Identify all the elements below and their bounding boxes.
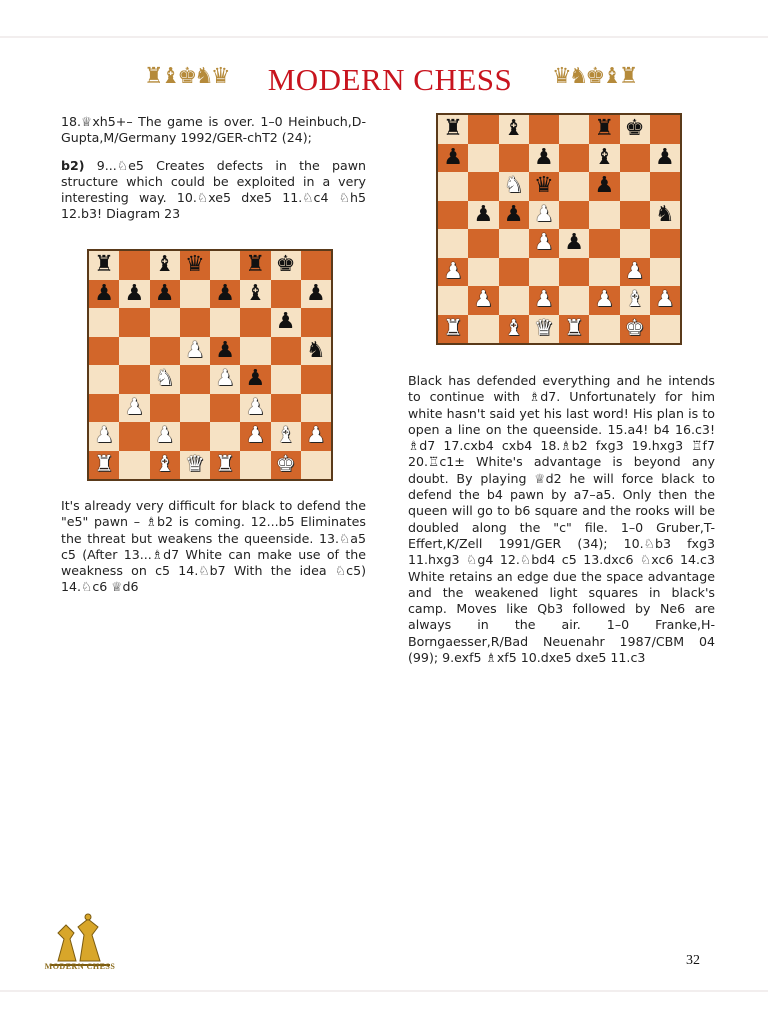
square-f3 — [240, 394, 270, 423]
square-g4 — [271, 365, 301, 394]
square-b8 — [468, 115, 498, 144]
square-e4 — [210, 365, 240, 394]
white-queen-icon: ♛ — [185, 451, 205, 477]
square-d8 — [180, 251, 210, 280]
white-pawn-icon: ♟ — [245, 423, 266, 449]
black-king-icon: ♚ — [275, 252, 296, 278]
square-d4 — [180, 365, 210, 394]
black-pawn-icon: ♟ — [443, 144, 463, 170]
white-pawn-icon: ♟ — [443, 258, 463, 284]
white-pawn-icon: ♟ — [245, 394, 266, 420]
square-h2 — [650, 286, 680, 315]
left-column-bottom — [61, 498, 366, 607]
square-h3 — [301, 394, 331, 423]
square-f7 — [240, 280, 270, 309]
paragraph-text: 9...♘e5 Creates defects in the pawn structure which could be exploited in a very interesting way. 10.♘xe5 dxe5 11.♘c4 ♘h5 12.b3! Diagram 23 — [61, 157, 366, 222]
black-pawn-icon: ♟ — [275, 309, 296, 335]
square-b6 — [119, 308, 149, 337]
black-pawn-icon: ♟ — [124, 280, 145, 306]
black-rook-icon: ♜ — [443, 116, 463, 142]
black-knight-icon: ♞ — [306, 337, 326, 363]
black-pawn-icon: ♟ — [245, 366, 266, 392]
square-c5 — [150, 337, 180, 366]
white-rook-icon: ♜ — [94, 451, 114, 477]
black-pawn-icon: ♟ — [473, 201, 494, 227]
white-bishop-icon: ♝ — [624, 287, 645, 313]
square-e5 — [559, 201, 589, 230]
square-h6 — [650, 172, 680, 201]
square-d4 — [529, 229, 559, 258]
black-pawn-icon: ♟ — [215, 280, 235, 306]
left-column-top — [61, 114, 366, 234]
square-f4 — [240, 365, 270, 394]
black-pawn-icon: ♟ — [215, 337, 235, 363]
square-g5 — [620, 201, 650, 230]
square-a3 — [89, 394, 119, 423]
square-b5 — [119, 337, 149, 366]
square-h4 — [650, 229, 680, 258]
square-g1 — [620, 315, 650, 344]
square-f6 — [589, 172, 619, 201]
square-f5 — [589, 201, 619, 230]
white-pawn-icon: ♟ — [473, 287, 494, 313]
square-c4 — [150, 365, 180, 394]
white-pawn-icon: ♟ — [624, 258, 645, 284]
black-king-icon: ♚ — [624, 116, 645, 142]
page-number: 32 — [686, 953, 700, 968]
square-a4 — [89, 365, 119, 394]
black-rook-icon: ♜ — [94, 252, 114, 278]
square-d6 — [529, 172, 559, 201]
square-b7 — [468, 144, 498, 173]
black-pawn-icon: ♟ — [503, 201, 524, 227]
black-bishop-icon: ♝ — [503, 116, 524, 142]
white-bishop-icon: ♝ — [154, 451, 175, 477]
square-h7 — [650, 144, 680, 173]
square-d8 — [529, 115, 559, 144]
black-pawn-icon: ♟ — [655, 144, 675, 170]
white-bishop-icon: ♝ — [503, 315, 524, 341]
square-e3 — [210, 394, 240, 423]
black-pawn-icon: ♟ — [594, 173, 615, 199]
white-pawn-icon: ♟ — [124, 394, 145, 420]
paragraph: 18.♕xh5+– The game is over. 1–0 Heinbuch,D-Gupta,M/Germany 1992/GER-chT2 (24); — [61, 114, 366, 146]
square-g4 — [620, 229, 650, 258]
logo-label: MODERN CHESS — [44, 962, 116, 971]
square-a6 — [438, 172, 468, 201]
square-c4 — [499, 229, 529, 258]
square-e7 — [210, 280, 240, 309]
white-pawn-icon: ♟ — [655, 287, 675, 313]
square-b4 — [119, 365, 149, 394]
page-header — [0, 60, 768, 104]
black-pawn-icon: ♟ — [154, 280, 175, 306]
page-title: MODERN CHESS — [267, 62, 513, 97]
square-c6 — [150, 308, 180, 337]
paragraph — [61, 158, 366, 223]
white-pawn-icon: ♟ — [594, 287, 615, 313]
square-a2 — [89, 422, 119, 451]
square-b8 — [119, 251, 149, 280]
square-b1 — [468, 315, 498, 344]
black-pawn-icon: ♟ — [94, 280, 114, 306]
black-queen-icon: ♛ — [185, 252, 205, 278]
square-e6 — [210, 308, 240, 337]
black-bishop-icon: ♝ — [154, 252, 175, 278]
white-pawn-icon: ♟ — [534, 230, 554, 256]
black-knight-icon: ♞ — [655, 201, 675, 227]
chess-pieces-ornament-right: ♛♞♚♝♜ — [552, 64, 636, 89]
square-f1 — [240, 451, 270, 480]
top-divider — [0, 36, 768, 38]
white-pawn-icon: ♟ — [94, 423, 114, 449]
square-a8 — [89, 251, 119, 280]
square-h8 — [301, 251, 331, 280]
square-d7 — [529, 144, 559, 173]
square-d2 — [180, 422, 210, 451]
square-b6 — [468, 172, 498, 201]
white-rook-icon: ♜ — [215, 451, 235, 477]
square-e8 — [559, 115, 589, 144]
square-c8 — [150, 251, 180, 280]
square-g6 — [271, 308, 301, 337]
square-b5 — [468, 201, 498, 230]
square-b3 — [119, 394, 149, 423]
square-e1 — [210, 451, 240, 480]
square-c3 — [499, 258, 529, 287]
square-c3 — [150, 394, 180, 423]
black-queen-icon: ♛ — [534, 173, 554, 199]
square-d3 — [529, 258, 559, 287]
square-h1 — [650, 315, 680, 344]
square-h5 — [301, 337, 331, 366]
white-knight-icon: ♞ — [154, 366, 175, 392]
square-f3 — [589, 258, 619, 287]
square-c2 — [499, 286, 529, 315]
square-a6 — [89, 308, 119, 337]
white-pawn-icon: ♟ — [185, 337, 205, 363]
square-c2 — [150, 422, 180, 451]
square-g5 — [271, 337, 301, 366]
square-h3 — [650, 258, 680, 287]
bottom-divider — [0, 990, 768, 992]
black-pawn-icon: ♟ — [306, 280, 326, 306]
square-d5 — [180, 337, 210, 366]
square-g3 — [620, 258, 650, 287]
square-a4 — [438, 229, 468, 258]
square-h4 — [301, 365, 331, 394]
square-e2 — [559, 286, 589, 315]
square-b2 — [468, 286, 498, 315]
square-c1 — [499, 315, 529, 344]
right-column — [408, 373, 715, 677]
square-g7 — [271, 280, 301, 309]
square-f7 — [589, 144, 619, 173]
white-king-icon: ♚ — [275, 451, 296, 477]
square-f2 — [240, 422, 270, 451]
square-g8 — [271, 251, 301, 280]
square-b3 — [468, 258, 498, 287]
black-pawn-icon: ♟ — [534, 144, 554, 170]
square-h6 — [301, 308, 331, 337]
square-a5 — [89, 337, 119, 366]
square-d3 — [180, 394, 210, 423]
square-e2 — [210, 422, 240, 451]
square-c7 — [150, 280, 180, 309]
square-f6 — [240, 308, 270, 337]
white-pawn-icon: ♟ — [215, 366, 235, 392]
square-f8 — [589, 115, 619, 144]
white-pawn-icon: ♟ — [534, 201, 554, 227]
white-knight-icon: ♞ — [503, 173, 524, 199]
square-b1 — [119, 451, 149, 480]
square-h2 — [301, 422, 331, 451]
square-d1 — [529, 315, 559, 344]
square-f5 — [240, 337, 270, 366]
square-d7 — [180, 280, 210, 309]
square-e6 — [559, 172, 589, 201]
square-d6 — [180, 308, 210, 337]
paragraph: Black has defended everything and he intends to continue with ♗d7. Unfortunately for him white hasn't said yet his last word! His plan is to open a line on the queenside. 15.a4! b4 16.c3! ♗d7 17.cxb4 cxb4 18.♗b2 fxg3 19.hxg3 ♖f7 20.♖c1± White's advantage is beyond any doubt. By playing ♕d2 he will force black to defend the b4 pawn by a7–a5. Only then the queen will go to b6 square and the rooks will be doubled along the "c" file. 1–0 Gruber,T-Effert,K/Zell 1991/GER (34); 10.♘b3 fxg3 11.hxg3 ♘g4 12.♘bd4 c5 13.dxc6 ♘xc6 14.c3 White retains an edge due the space advantage and the weakened light squares in black's camp. Moves like Qb3 followed by Ne6 are always in the air. 1–0 Franke,H-Borngaesser,R/Bad Neuenahr 1987/CBM 04 (99); 9.exf5 ♗xf5 10.dxe5 dxe5 11.c3 — [408, 373, 715, 666]
paragraph: It's already very difficult for black to defend the "e5" pawn – ♗b2 is coming. 12...b5 Eliminates the threat but weakens the queenside. 13.♘a5 c5 (After 13...♗d7 White can make use of the weakness on c5 14.♘b7 With the idea ♘c5) 14.♘c6 ♕d6 — [61, 498, 366, 595]
square-f1 — [589, 315, 619, 344]
square-a7 — [438, 144, 468, 173]
black-bishop-icon: ♝ — [245, 280, 266, 306]
white-pawn-icon: ♟ — [306, 423, 326, 449]
square-e8 — [210, 251, 240, 280]
square-c5 — [499, 201, 529, 230]
square-g7 — [620, 144, 650, 173]
variation-label: b2) — [61, 157, 85, 173]
square-d2 — [529, 286, 559, 315]
chess-diagram-23 — [87, 249, 333, 481]
square-a7 — [89, 280, 119, 309]
square-b2 — [119, 422, 149, 451]
black-rook-icon: ♜ — [594, 116, 615, 142]
black-pawn-icon: ♟ — [564, 230, 584, 256]
square-g3 — [271, 394, 301, 423]
square-a8 — [438, 115, 468, 144]
square-f8 — [240, 251, 270, 280]
black-rook-icon: ♜ — [245, 252, 266, 278]
square-g2 — [620, 286, 650, 315]
square-b4 — [468, 229, 498, 258]
square-h8 — [650, 115, 680, 144]
white-rook-icon: ♜ — [564, 315, 584, 341]
black-bishop-icon: ♝ — [594, 144, 615, 170]
square-h7 — [301, 280, 331, 309]
square-d1 — [180, 451, 210, 480]
white-pawn-icon: ♟ — [154, 423, 175, 449]
chess-diagram-right — [436, 113, 682, 345]
square-b7 — [119, 280, 149, 309]
square-e7 — [559, 144, 589, 173]
square-a5 — [438, 201, 468, 230]
square-h1 — [301, 451, 331, 480]
square-f2 — [589, 286, 619, 315]
square-e1 — [559, 315, 589, 344]
square-c1 — [150, 451, 180, 480]
chess-pieces-ornament-left: ♜♝♚♞♛ — [144, 64, 228, 89]
square-a1 — [89, 451, 119, 480]
square-g1 — [271, 451, 301, 480]
square-c8 — [499, 115, 529, 144]
white-bishop-icon: ♝ — [275, 423, 296, 449]
square-f4 — [589, 229, 619, 258]
square-g6 — [620, 172, 650, 201]
square-c6 — [499, 172, 529, 201]
square-c7 — [499, 144, 529, 173]
square-a3 — [438, 258, 468, 287]
square-a1 — [438, 315, 468, 344]
square-e5 — [210, 337, 240, 366]
square-a2 — [438, 286, 468, 315]
white-queen-icon: ♛ — [534, 315, 554, 341]
white-rook-icon: ♜ — [443, 315, 463, 341]
square-e3 — [559, 258, 589, 287]
square-g2 — [271, 422, 301, 451]
square-d5 — [529, 201, 559, 230]
square-e4 — [559, 229, 589, 258]
square-h5 — [650, 201, 680, 230]
square-g8 — [620, 115, 650, 144]
white-king-icon: ♚ — [624, 315, 645, 341]
white-pawn-icon: ♟ — [534, 287, 554, 313]
